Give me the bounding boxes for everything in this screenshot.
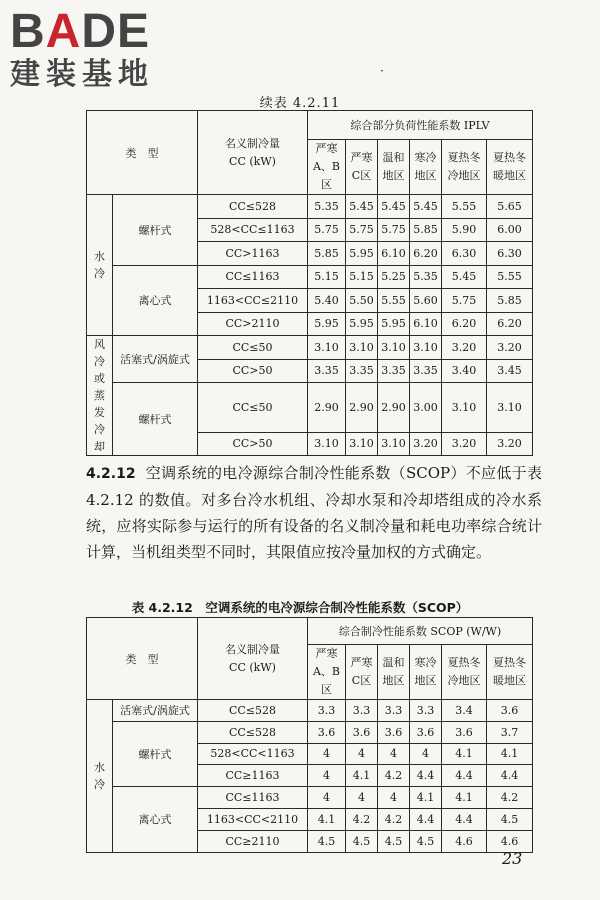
value-cell: 4 <box>410 743 442 765</box>
value-cell: 3.6 <box>487 700 533 722</box>
value-cell: 3.40 <box>442 359 487 383</box>
value-cell: 4 <box>308 787 346 809</box>
value-cell: 5.45 <box>442 265 487 289</box>
zone-header <box>442 645 487 700</box>
value-cell: 5.65 <box>487 195 533 219</box>
value-cell: 2.90 <box>378 383 410 433</box>
value-cell: 6.30 <box>442 242 487 266</box>
value-cell: 5.50 <box>346 289 378 313</box>
value-cell: 3.6 <box>346 721 378 743</box>
compressor-type-cell: 螺杆式 <box>113 721 198 786</box>
cell-line: 冷 <box>94 423 105 436</box>
value-cell: 4.1 <box>410 787 442 809</box>
value-cell: 5.75 <box>378 218 410 242</box>
capacity-cell: 528<CC≤1163 <box>198 218 308 242</box>
capacity-cell: CC≤50 <box>198 336 308 360</box>
capacity-cell: CC≥1163 <box>198 765 308 787</box>
value-cell: 3.10 <box>487 383 533 433</box>
cooling-type-cell <box>87 336 113 456</box>
capacity-cell: CC>2110 <box>198 312 308 336</box>
zone-header <box>378 140 410 195</box>
table-row <box>87 195 533 219</box>
value-cell: 3.35 <box>378 359 410 383</box>
capacity-cell: CC≤528 <box>198 721 308 743</box>
value-cell: 4.5 <box>346 830 378 852</box>
value-cell: 4 <box>378 743 410 765</box>
value-cell: 4.4 <box>410 765 442 787</box>
value-cell: 6.30 <box>487 242 533 266</box>
value-cell: 5.95 <box>308 312 346 336</box>
value-cell: 5.75 <box>442 289 487 313</box>
value-cell: 3.6 <box>410 721 442 743</box>
table-row <box>87 265 533 289</box>
value-cell: 5.75 <box>346 218 378 242</box>
value-cell: 3.7 <box>487 721 533 743</box>
header-row <box>87 618 533 645</box>
value-cell: 3.4 <box>442 700 487 722</box>
value-cell: 3.00 <box>410 383 442 433</box>
scop-table <box>86 617 533 853</box>
clause-4-2-12 <box>86 460 542 565</box>
speck: · <box>380 64 384 78</box>
value-cell: 4.5 <box>308 830 346 852</box>
value-cell: 4.2 <box>378 765 410 787</box>
table-row <box>87 721 533 743</box>
value-cell: 5.15 <box>308 265 346 289</box>
value-cell: 5.85 <box>487 289 533 313</box>
value-cell: 5.40 <box>308 289 346 313</box>
value-cell: 3.35 <box>346 359 378 383</box>
cell-line: 发 <box>94 406 105 419</box>
cell-line: 夏热冬 <box>493 656 527 669</box>
capacity-cell: CC≤1163 <box>198 787 308 809</box>
zone-header <box>378 645 410 700</box>
value-cell: 6.20 <box>442 312 487 336</box>
capacity-cell: 1163<CC≤2110 <box>198 289 308 313</box>
value-cell: 6.10 <box>378 242 410 266</box>
zone-header <box>308 645 346 700</box>
value-cell: 4 <box>308 743 346 765</box>
table-row <box>87 787 533 809</box>
compressor-type-cell: 螺杆式 <box>113 383 198 456</box>
cell-line: 地区 <box>414 169 437 182</box>
type-header: 类 型 <box>87 111 198 195</box>
type-header: 类 型 <box>87 618 198 700</box>
cell-line: 寒冷 <box>414 151 437 164</box>
cooling-type-cell <box>87 195 113 336</box>
value-cell: 3.6 <box>308 721 346 743</box>
compressor-type-cell: 离心式 <box>113 787 198 852</box>
value-cell: 3.35 <box>308 359 346 383</box>
cell-line: 严寒 <box>315 142 338 155</box>
value-cell: 3.10 <box>378 336 410 360</box>
value-cell: 3.20 <box>487 432 533 456</box>
capacity-header <box>198 111 308 195</box>
capacity-cell: CC≤528 <box>198 195 308 219</box>
table-row <box>87 383 533 433</box>
cell-line: 却 <box>94 440 105 453</box>
zone-header <box>487 140 533 195</box>
cell-line: 夏热冬 <box>493 151 527 164</box>
cell-line: 温和 <box>382 656 405 669</box>
cell-line: 冷 <box>94 267 105 280</box>
value-cell: 3.10 <box>346 336 378 360</box>
capacity-cell: CC≤528 <box>198 700 308 722</box>
cell-line: 严寒 <box>350 151 373 164</box>
capacity-cell: CC>50 <box>198 432 308 456</box>
capacity-cell: CC≤50 <box>198 383 308 433</box>
capacity-header <box>198 618 308 700</box>
value-cell: 4.2 <box>378 808 410 830</box>
cell-line: 地区 <box>414 674 437 687</box>
cell-line: 水 <box>94 250 105 263</box>
iplv-table <box>86 110 533 456</box>
cell-line: 地区 <box>382 169 405 182</box>
cell-line: 寒冷 <box>414 656 437 669</box>
value-cell: 4.4 <box>442 765 487 787</box>
value-cell: 5.95 <box>378 312 410 336</box>
table-row <box>87 700 533 722</box>
cell-line: CC (kW) <box>229 154 276 168</box>
cell-line: 温和 <box>382 151 405 164</box>
clause-number: 4.2.12 <box>86 466 136 482</box>
capacity-cell: CC>1163 <box>198 242 308 266</box>
cell-line: 风 <box>94 338 105 351</box>
coefficient-header: 综合部分负荷性能系数 IPLV <box>308 111 533 140</box>
logo-wordmark: BADE <box>10 5 151 58</box>
value-cell: 3.3 <box>378 700 410 722</box>
value-cell: 3.3 <box>308 700 346 722</box>
value-cell: 4 <box>308 765 346 787</box>
zone-header <box>346 140 378 195</box>
zone-header <box>346 645 378 700</box>
value-cell: 4.1 <box>346 765 378 787</box>
value-cell: 3.6 <box>378 721 410 743</box>
zone-header <box>442 140 487 195</box>
value-cell: 3.10 <box>410 336 442 360</box>
zone-header <box>487 645 533 700</box>
value-cell: 3.20 <box>442 336 487 360</box>
value-cell: 4.4 <box>487 765 533 787</box>
page-number: 23 <box>502 849 523 868</box>
coefficient-header: 综合制冷性能系数 SCOP (W/W) <box>308 618 533 645</box>
value-cell: 6.20 <box>487 312 533 336</box>
zone-header <box>410 140 442 195</box>
capacity-cell: CC>50 <box>198 359 308 383</box>
cell-line: 名义制冷量 <box>225 642 280 656</box>
cell-line: A、B区 <box>312 665 341 696</box>
table2-caption: 表 4.2.12 空调系统的电冷源综合制冷性能系数（SCOP） <box>131 600 469 615</box>
value-cell: 5.95 <box>346 312 378 336</box>
cell-line: 冷 <box>94 777 105 791</box>
value-cell: 3.20 <box>442 432 487 456</box>
value-cell: 3.10 <box>308 432 346 456</box>
compressor-type-cell: 活塞式/涡旋式 <box>113 700 198 722</box>
cell-line: 暖地区 <box>493 674 527 687</box>
value-cell: 3.20 <box>487 336 533 360</box>
cell-line: 水 <box>94 760 105 774</box>
value-cell: 4.1 <box>442 787 487 809</box>
cell-line: 夏热冬 <box>447 151 481 164</box>
value-cell: 5.45 <box>346 195 378 219</box>
value-cell: 6.00 <box>487 218 533 242</box>
value-cell: 5.55 <box>378 289 410 313</box>
cell-line: 或 <box>94 372 105 385</box>
compressor-type-cell: 活塞式/涡旋式 <box>113 336 198 383</box>
value-cell: 5.25 <box>378 265 410 289</box>
cell-line: 蒸 <box>94 389 105 402</box>
value-cell: 5.45 <box>378 195 410 219</box>
value-cell: 6.10 <box>410 312 442 336</box>
value-cell: 3.3 <box>410 700 442 722</box>
value-cell: 4.1 <box>487 743 533 765</box>
capacity-cell: CC≤1163 <box>198 265 308 289</box>
zone-header <box>410 645 442 700</box>
cell-line: 名义制冷量 <box>225 136 280 150</box>
value-cell: 4.5 <box>378 830 410 852</box>
value-cell: 5.45 <box>410 195 442 219</box>
value-cell: 5.35 <box>410 265 442 289</box>
brand-logo <box>10 6 154 92</box>
value-cell: 5.90 <box>442 218 487 242</box>
value-cell: 4 <box>346 743 378 765</box>
table-row <box>87 336 533 360</box>
value-cell: 4.5 <box>487 808 533 830</box>
cell-line: 夏热冬 <box>447 656 481 669</box>
value-cell: 3.3 <box>346 700 378 722</box>
cell-line: C区 <box>351 674 372 687</box>
value-cell: 4.4 <box>442 808 487 830</box>
cell-line: 严寒 <box>315 647 338 660</box>
value-cell: 5.15 <box>346 265 378 289</box>
value-cell: 6.20 <box>410 242 442 266</box>
value-cell: 4.5 <box>410 830 442 852</box>
compressor-type-cell: 螺杆式 <box>113 195 198 266</box>
value-cell: 3.10 <box>378 432 410 456</box>
logo-chinese: 建装基地 <box>10 57 154 92</box>
cell-line: CC (kW) <box>229 660 276 674</box>
capacity-cell: 528<CC<1163 <box>198 743 308 765</box>
value-cell: 5.60 <box>410 289 442 313</box>
value-cell: 5.55 <box>442 195 487 219</box>
value-cell: 5.75 <box>308 218 346 242</box>
capacity-cell: CC≥2110 <box>198 830 308 852</box>
capacity-cell: 1163<CC<2110 <box>198 808 308 830</box>
cell-line: 冷 <box>94 355 105 368</box>
compressor-type-cell: 离心式 <box>113 265 198 336</box>
value-cell: 4.6 <box>442 830 487 852</box>
value-cell: 3.6 <box>442 721 487 743</box>
value-cell: 5.85 <box>410 218 442 242</box>
cell-line: A、B区 <box>312 160 341 191</box>
header-row <box>87 111 533 140</box>
value-cell: 3.35 <box>410 359 442 383</box>
value-cell: 5.55 <box>487 265 533 289</box>
value-cell: 2.90 <box>346 383 378 433</box>
value-cell: 4 <box>346 787 378 809</box>
zone-header <box>308 140 346 195</box>
value-cell: 5.85 <box>308 242 346 266</box>
value-cell: 3.45 <box>487 359 533 383</box>
value-cell: 5.35 <box>308 195 346 219</box>
value-cell: 4.1 <box>442 743 487 765</box>
clause-text: 空调系统的电冷源综合制冷性能系数（SCOP）不应低于表 4.2.12 的数值。对多台冷水机组、冷却水泵和冷却塔组成的冷水系统，应将实际参与运行的所有设备的名义制冷量和耗电功率综合统计计算，当机组类型不同时，其限值应按冷量加权的方式确定。 <box>86 464 542 561</box>
cooling-type-cell <box>87 700 113 853</box>
value-cell: 4.6 <box>487 830 533 852</box>
cell-line: 冷地区 <box>447 674 481 687</box>
value-cell: 4.2 <box>487 787 533 809</box>
cell-line: 严寒 <box>350 656 373 669</box>
cell-line: 冷地区 <box>447 169 481 182</box>
value-cell: 4.4 <box>410 808 442 830</box>
value-cell: 3.10 <box>308 336 346 360</box>
value-cell: 5.95 <box>346 242 378 266</box>
cell-line: 暖地区 <box>493 169 527 182</box>
cell-line: C区 <box>351 169 372 182</box>
value-cell: 3.10 <box>346 432 378 456</box>
cell-line: 地区 <box>382 674 405 687</box>
value-cell: 4.1 <box>308 808 346 830</box>
value-cell: 4 <box>378 787 410 809</box>
value-cell: 3.20 <box>410 432 442 456</box>
value-cell: 2.90 <box>308 383 346 433</box>
value-cell: 4.2 <box>346 808 378 830</box>
table1-caption: 续表 4.2.11 <box>259 96 341 111</box>
value-cell: 3.10 <box>442 383 487 433</box>
